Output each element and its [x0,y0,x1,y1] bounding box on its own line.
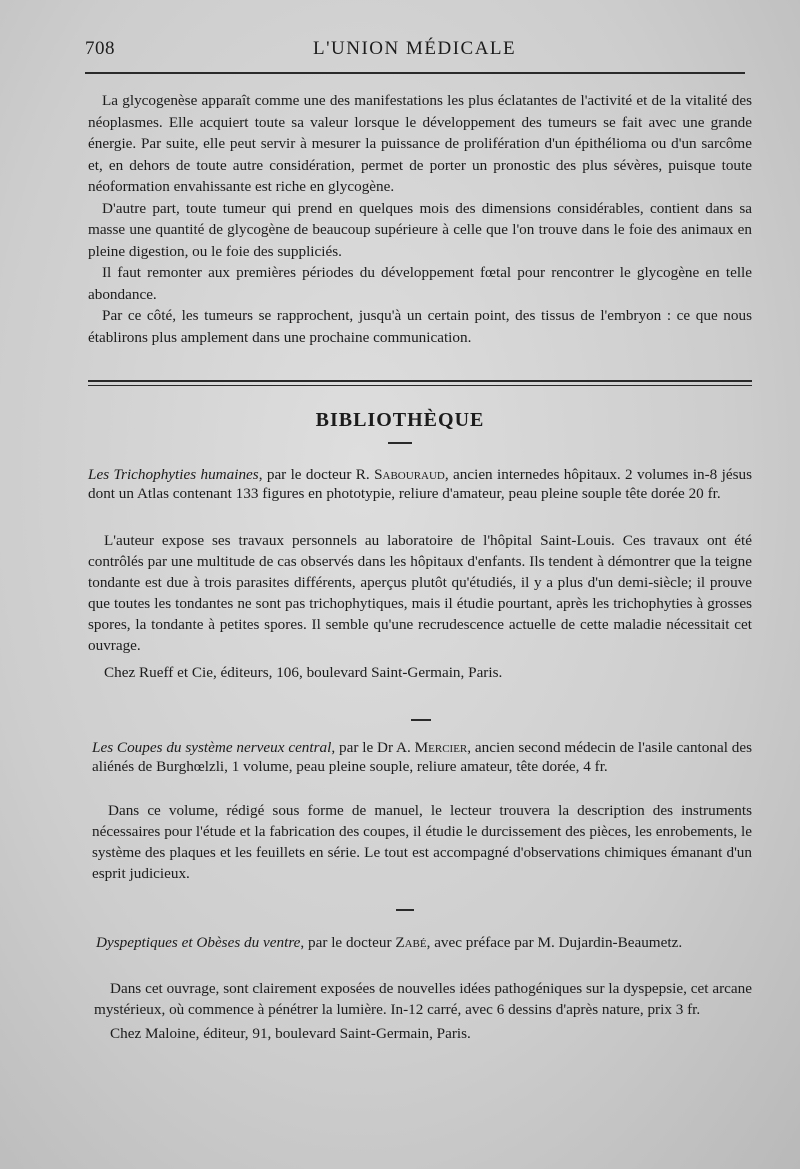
review-body [92,800,752,884]
section-title: BIBLIOTHÈQUE [315,409,485,431]
paragraph: L'auteur expose ses travaux personnels au laboratoire de l'hôpital Saint-Louis. Ces travaux ont été contrôlés par une multitude de cas observés dans les hôpitaux d'enfants. Ils tendent à démontrer que la teigne tondante est due à trois parasites différents, aperçus plutôt qu'étudiés, il y a plus d'un demi-siècle; il prouve que toutes les tondantes ne sont pas trichophytiques, mais il étudie pourtant, après les trichophyties à grosses spores, la tondante à petites spores. Il semble qu'une recrudescence actuelle de cette maladie nécessitait cet ouvrage. [88,532,752,654]
page-number: 708 [85,38,115,59]
section-divider [88,380,752,386]
book-title: Dyspeptiques et Obèses du ventre [96,934,301,951]
book-reference [96,934,752,953]
ref-text: , par le docteur [300,934,396,951]
book-reference [92,739,752,776]
ref-text: , ancien internedes hôpitaux. 2 volumes in-8 jésus dont un Atlas contenant 133 figures en phototypie, reliure d'amateur, peau pleine souple tête dorée 20 fr. [88,466,753,502]
review-body [88,530,752,683]
book-title: Les Coupes du système nerveux central [92,739,332,756]
paragraph: La glycogenèse apparaît comme une des manifestations les plus éclatantes de l'activité et de la vitalité des néoplasmes. Elle acquiert toute sa valeur lorsque le développement des tumeurs se fait avec une grande énergie. Par suite, elle peut servir à mesurer la puissance de prolifération d'un épithélioma ou d'un sarcôme et, en dehors de toute autre considération, permet de porter un pronostic des plus sévères, puisque toute néoformation envahissante est riche en glycogène. [88,92,752,195]
book-title: Les Trichophyties humaines [88,466,259,483]
header-rule [85,72,745,74]
running-title: L'UNION MÉDICALE [313,38,517,59]
ref-text: , ancien second médecin de l'asile cantonal des aliénés de Burghœlzli, 1 volume, peau pleine souple, reliure amateur, tête dorée, 4 fr. [92,739,752,775]
review-separator [411,719,431,721]
book-reference [88,466,752,503]
author-name: Zabé [395,934,427,951]
paragraph: D'autre part, toute tumeur qui prend en quelques mois des dimensions considérables, contient dans sa masse une quantité de glycogène de beaucoup supérieure à celle que l'on trouve dans le foie des animaux en pleine digestion, ou le foie des suppliciés. [88,199,752,260]
paragraph: Par ce côté, les tumeurs se rapprochent, jusqu'à un certain point, des tissus de l'embryon : ce que nous établirons plus amplement dans une prochaine communication. [88,307,752,346]
review-body [94,978,752,1044]
page-header [85,38,745,64]
ref-text: , par le docteur R. [258,466,375,483]
author-name: Sabouraud [374,466,445,483]
author-name: Mercier [414,739,468,756]
review-separator [396,909,414,911]
ref-text: , par le Dr A. [331,739,415,756]
paragraph: Il faut remonter aux premières périodes du développement fœtal pour rencontrer le glycogène en telle abondance. [88,264,752,303]
paragraph: Dans ce volume, rédigé sous forme de manuel, le lecteur trouvera la description des instruments nécessaires pour l'étude et la fabrication des coupes, il étudie le durcissement des pièces, les enrobements, le système des plaques et les feuillets en série. Le tout est accompagné d'observations chimiques émanant d'un esprit judicieux. [92,802,752,882]
title-dash [388,442,412,444]
ref-text: , avec préface par M. Dujardin-Beaumetz. [426,934,683,951]
publisher-line: Chez Maloine, éditeur, 91, boulevard Saint-Germain, Paris. [110,1025,471,1042]
paragraph: Dans cet ouvrage, sont clairement exposées de nouvelles idées pathogéniques sur la dyspepsie, cet arcane mystérieux, où commence à pénétrer la lumière. In-12 carré, avec 6 dessins d'après nature, prix 3 fr. [94,980,752,1018]
intro-text [88,90,752,348]
publisher-line: Chez Rueff et Cie, éditeurs, 106, boulevard Saint-Germain, Paris. [104,664,503,681]
